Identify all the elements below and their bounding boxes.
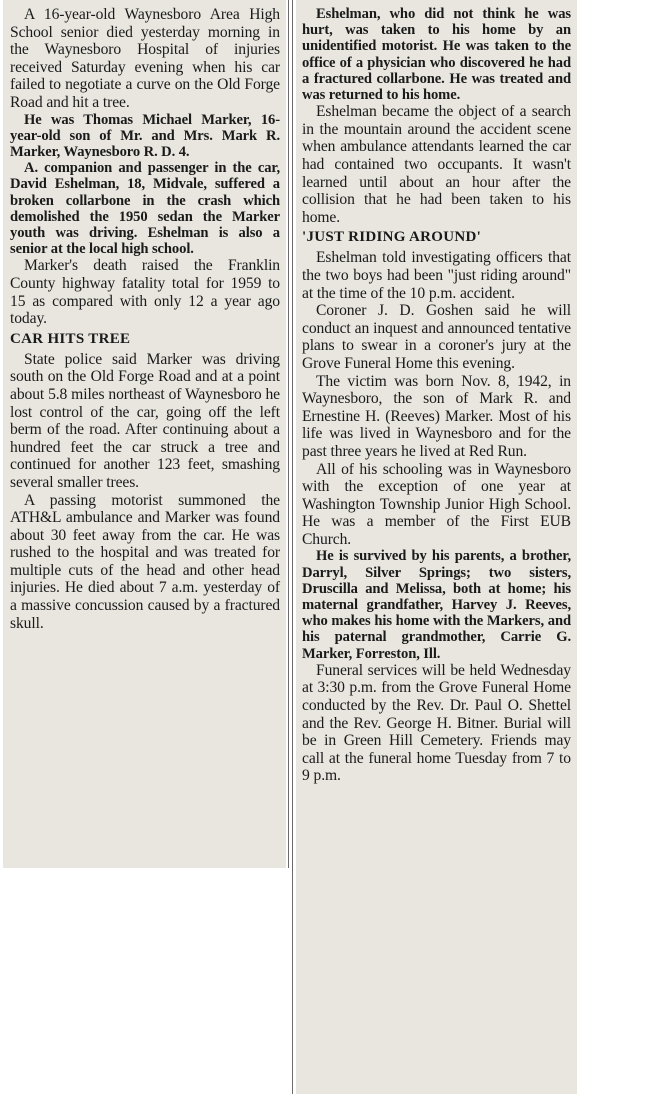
paragraph: A passing motorist summoned the ATH&L ambulance and Marker was found about 30 feet away from the car. He was rushed to the hospital and was treated for multiple cuts of the head and other head injuries. He died about 7 a.m. yesterday of a massive concussion caused by a fractured skull. [10, 491, 280, 632]
left-column [3, 0, 286, 868]
paragraph: He was Thomas Michael Marker, 16-year-old son of Mr. and Mrs. Mark R. Marker, Waynesboro R. D. 4. [10, 111, 280, 160]
paragraph: Funeral services will be held Wednesday at 3:30 p.m. from the Grove Funeral Home conducted by the Rev. Dr. Paul O. Shettel and the Rev. George H. Bitner. Burial will be in Green Hill Cemetery. Friends may call at the funeral home Tuesday from 7 to 9 p.m. [302, 661, 571, 785]
paragraph: Eshelman told investigating officers that the two boys had been "just riding around" at the time of the 10 p.m. accident. [302, 249, 571, 302]
section-heading: CAR HITS TREE [10, 330, 131, 347]
paragraph: State police said Marker was driving south on the Old Forge Road and at a point about 5.8 miles northeast of Waynesboro he lost control of the car, going off the left berm of the road. After continuing about a hundred feet the car struck a tree and continued for another 123 feet, smashing several smaller trees. [10, 350, 280, 491]
paragraph: The victim was born Nov. 8, 1942, in Waynesboro, the son of Mark R. and Ernestine H. (Reeves) Marker. Most of his life was lived in Waynesboro and for the past three years he lived at Red Run. [302, 372, 571, 460]
right-column [296, 0, 577, 1094]
paragraph: Coroner J. D. Goshen said he will conduct an inquest and announced tentative plans to swear in a coroner's jury at the Grove Funeral Home this evening. [302, 302, 571, 372]
paragraph: Marker's death raised the Franklin County highway fatality total for 1959 to 15 as compared with only 12 a year ago today. [10, 257, 280, 328]
section-heading: 'JUST RIDING AROUND' [302, 229, 482, 246]
paragraph: Eshelman, who did not think he was hurt, was taken to his home by an unidentified motorist. He was taken to the office of a physician who discovered he had a fractured collarbone. He was treated and was returned to his home. [302, 6, 571, 104]
paragraph: All of his schooling was in Waynesboro with the exception of one year at Washington Township Junior High School. He was a member of the First EUB Church. [302, 460, 571, 548]
column-rule [292, 0, 293, 1094]
paragraph: He is survived by his parents, a brother, Darryl, Silver Springs; two sisters, Druscilla and Melissa, both at home; his maternal grandfather, Harvey J. Reeves, who makes his home with the Markers, and his paternal grandmother, Carrie G. Marker, Forreston, Ill. [302, 548, 571, 662]
column-rule [288, 0, 289, 868]
paragraph: Eshelman became the object of a search in the mountain around the accident scene when ambulance attendants learned the car had contained two occupants. It wasn't learned until about an hour after the collision that he had been taken to his home. [302, 103, 571, 226]
paragraph: A 16-year-old Waynesboro Area High School senior died yesterday morning in the Waynesboro Hospital of injuries received Saturday evening when his car failed to negotiate a curve on the Old Forge Road and hit a tree. [10, 6, 280, 111]
paragraph: A. companion and passenger in the car, David Eshelman, 18, Midvale, suffered a broken collarbone in the crash which demolished the 1950 sedan the Marker youth was driving. Eshelman is also a senior at the local high school. [10, 160, 280, 258]
